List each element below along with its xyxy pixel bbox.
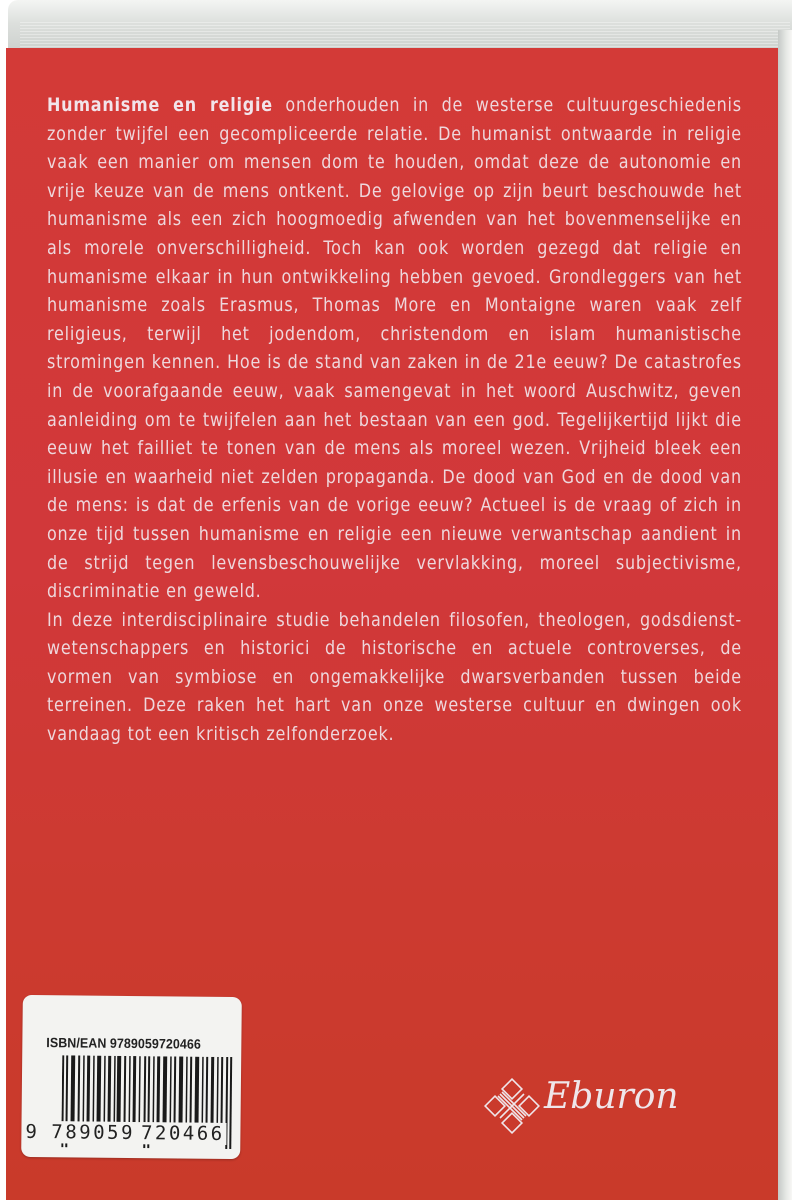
blurb-paragraph-2: In deze interdisciplinaire studie behandelen filosofen, theologen, godsdienst-wetenschappers en historici de historische en actuele controverses, de vormen van symbiose en ongemakkelijke dwarsverbanden tussen beide terreinen. Deze raken het hart van onze westerse cultuur en dwingen ook vandaag tot een kritisch zelfonderzoek. bbox=[47, 609, 742, 746]
barcode-digits bbox=[25, 1121, 226, 1145]
barcode-digit-group-1: 789059 bbox=[51, 1121, 136, 1145]
barcode-digit-group-2: 720466 bbox=[140, 1122, 225, 1145]
blurb-lead-title: Humanisme en religie bbox=[47, 95, 273, 116]
publisher-logo bbox=[484, 1074, 684, 1138]
isbn-barcode-sticker bbox=[21, 995, 242, 1159]
diamond-lattice-icon bbox=[484, 1078, 540, 1134]
blurb-paragraph-1 bbox=[47, 92, 742, 607]
isbn-label: ISBN/EAN 9789059720466 bbox=[46, 1035, 202, 1052]
publisher-name: Eburon bbox=[544, 1076, 679, 1117]
page-edge-lines bbox=[20, 22, 790, 50]
cover-blurb bbox=[47, 92, 742, 750]
blurb-paragraph-1-text: onderhouden in de westerse cultuurgeschiedenis zonder twijfel een gecompliceerde relatie. De humanist ontwaarde in religie vaak een manier om mensen dom te houden, omdat deze de autonomie en vrije keuze van de mens ontkent. De gelovige op zijn beurt beschouwde het humanisme als een zich hoogmoedig afwenden van het bovenmenselijke en als morele onverschilligheid. Toch kan ook worden gezegd dat religie en humanisme elkaar in hun ontwikkeling hebben gevoed. Grondleggers van het humanisme zoals Erasmus, Thomas More en Montaigne waren vaak zelf religieus, terwijl het jodendom, christendom en islam humanistische stromingen kennen. Hoe is de stand van zaken in de 21e eeuw? De catastrofes in de voorafgaande eeuw, vaak samengevat in het woord Auschwitz, geven aanleiding om te twijfelen aan het bestaan van een god. Tegelijkertijd lijkt die eeuw het failliet te tonen van de mens als moreel wezen. Vrijheid bleek een illusie en waarheid niet zelden propaganda. De dood van God en de dood van de mens: is dat de erfenis van de vorige eeuw? Actueel is de vraag of zich in onze tijd tussen humanisme en religie een nieuwe verwantschap aandient in de strijd tegen levensbeschouwelijke vervlakking, moreel subjectivisme, discriminatie en geweld. bbox=[47, 95, 742, 603]
book-right-edge bbox=[778, 30, 792, 1200]
barcode-digit-first: 9 bbox=[25, 1120, 40, 1144]
